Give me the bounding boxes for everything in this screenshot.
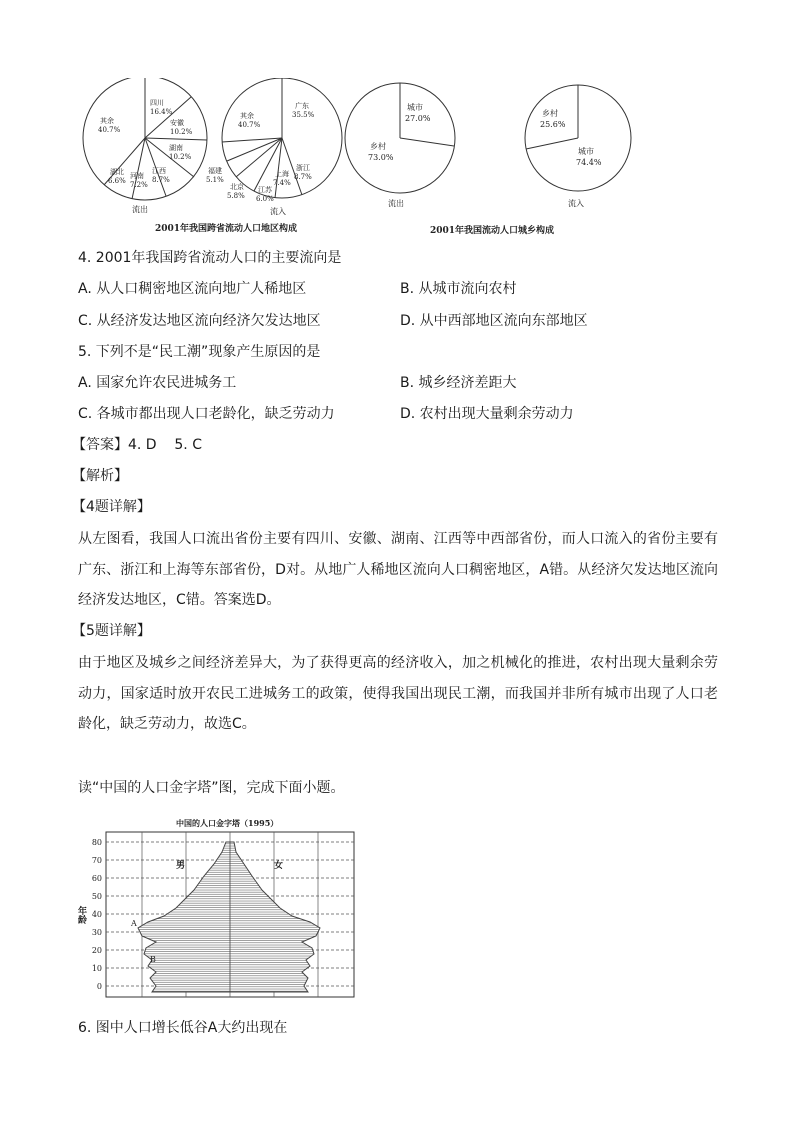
pie2-value-beijing: 5.8% <box>227 192 245 200</box>
pie1-label-jiangxi: 江西 <box>152 167 166 175</box>
q4-option-d: D. 从中西部地区流向东部地区 <box>400 313 588 329</box>
pie2-label-guangdong: 广东 <box>295 102 309 110</box>
ytick-60: 60 <box>91 874 102 883</box>
pie3-label-city: 城市 <box>407 103 423 112</box>
q6-stem: 6. 图中人口增长低谷A大约出现在 <box>78 1020 288 1036</box>
pie2-label-zhejiang: 浙江 <box>296 164 310 172</box>
q5-option-c: C. 各城市都出现人口老龄化，缺乏劳动力 <box>78 406 335 422</box>
q5-option-d: D. 农村出现大量剩余劳动力 <box>400 406 574 422</box>
ytick-10: 10 <box>91 964 102 973</box>
pyramid-male-label: 男 <box>176 861 186 871</box>
pie1-value-jiangxi: 8.7% <box>152 176 170 184</box>
pie4-value-rural: 25.6% <box>540 120 566 129</box>
pie3-value-city: 27.0% <box>405 114 431 123</box>
q4-option-b: B. 从城市流向农村 <box>400 281 517 297</box>
pyramid-ylabel: 年龄 <box>76 906 86 924</box>
ytick-20: 20 <box>91 946 102 955</box>
figure1-title-right: 2001年我国流动人口城乡构成 <box>430 226 555 236</box>
pie3-label-rural: 乡村 <box>370 142 386 151</box>
pie1-value-other: 40.7% <box>98 126 121 134</box>
intro-text: 读“中国的人口金字塔”图，完成下面小题。 <box>78 780 345 796</box>
ytick-0: 0 <box>96 982 102 991</box>
ytick-50: 50 <box>91 892 102 901</box>
ytick-30: 30 <box>91 928 102 937</box>
pie1-value-anhui: 10.2% <box>170 128 193 136</box>
pie2-value-other: 40.7% <box>238 121 261 129</box>
pie1-label-hubei: 湖北 <box>110 168 124 176</box>
pie1-label-henan: 河南 <box>130 172 144 180</box>
pie3-value-rural: 73.0% <box>368 153 394 162</box>
figure1-title-left: 2001年我国跨省流动人口地区构成 <box>155 224 298 234</box>
ytick-70: 70 <box>91 856 102 865</box>
q5-detail-text: 由于地区及城乡之间经济差异大，为了获得更高的经济收入，加之机械化的推进，农村出现大量剩余劳动力，国家适时放开农民工进城务工的政策，使得我国出现民工潮，而我国并非所有城市出现了人口老龄化，缺乏劳动力，故选C。 <box>78 655 718 732</box>
pyramid-mark-b: B <box>150 955 156 964</box>
pie2-label-beijing: 北京 <box>230 183 244 191</box>
q4-detail-text: 从左图看，我国人口流出省份主要有四川、安徽、湖南、江西等中西部省份，而人口流入的省份主要有广东、浙江和上海等东部省份，D对。从地广人稀地区流向人口稠密地区，A错。从经济欠发达地区流向经济发达地区，C错。答案选D。 <box>78 531 718 608</box>
pie1-label-sichuan: 四川 <box>150 99 164 107</box>
q4-stem: 4. 2001年我国跨省流动人口的主要流向是 <box>78 250 342 266</box>
q5-detail-label: 【5题详解】 <box>72 623 151 639</box>
ytick-40: 40 <box>91 910 102 919</box>
pyramid-title: 中国的人口金字塔（1995） <box>176 818 279 828</box>
pie2-label-other: 其余 <box>240 112 254 120</box>
pie4-label-city: 城市 <box>578 147 594 156</box>
answer-line: 【答案】4. D 5. C <box>72 437 202 453</box>
q4-option-c: C. 从经济发达地区流向经济欠发达地区 <box>78 313 321 329</box>
pie1-label-hunan: 湖南 <box>169 144 183 152</box>
ytick-80: 80 <box>91 838 102 847</box>
pyramid-mark-a: A <box>131 919 137 928</box>
q4-detail-label: 【4题详解】 <box>72 499 151 515</box>
pie4-caption: 流入 <box>568 199 584 208</box>
pie1-label-other: 其余 <box>100 117 114 125</box>
pie4-value-city: 74.4% <box>576 158 602 167</box>
pie4-label-rural: 乡村 <box>542 109 558 118</box>
pie2-value-jiangsu: 6.0% <box>256 195 274 203</box>
pie2-label-shanghai: 上海 <box>275 170 289 178</box>
pie1-caption: 流出 <box>132 205 148 214</box>
pie2-value-zhejiang: 8.7% <box>294 173 312 181</box>
migration-pie-figure <box>70 78 650 240</box>
pie1-value-hunan: 10.2% <box>169 153 192 161</box>
pie3-caption: 流出 <box>388 199 404 208</box>
pie1-value-sichuan: 16.4% <box>150 108 173 116</box>
pie2-caption: 流入 <box>270 207 286 216</box>
pie2-value-fujian: 5.1% <box>206 176 224 184</box>
pie2-value-guangdong: 35.5% <box>292 111 315 119</box>
q5-option-b: B. 城乡经济差距大 <box>400 375 517 391</box>
pie1-value-henan: 7.2% <box>130 181 148 189</box>
q5-option-a: A. 国家允许农民进城务工 <box>78 375 237 391</box>
pie2-label-jiangsu: 江苏 <box>258 186 272 194</box>
pie2-label-fujian: 福建 <box>208 167 222 175</box>
analysis-label: 【解析】 <box>72 468 128 484</box>
pie2-value-shanghai: 7.4% <box>273 179 291 187</box>
pyramid-female-label: 女 <box>274 861 284 871</box>
q4-option-a: A. 从人口稠密地区流向地广人稀地区 <box>78 281 307 297</box>
pie1-label-anhui: 安徽 <box>170 119 184 127</box>
q5-stem: 5. 下列不是“民工潮”现象产生原因的是 <box>78 344 321 360</box>
pie1-value-hubei: 6.6% <box>108 177 126 185</box>
population-pyramid-figure <box>76 812 362 998</box>
